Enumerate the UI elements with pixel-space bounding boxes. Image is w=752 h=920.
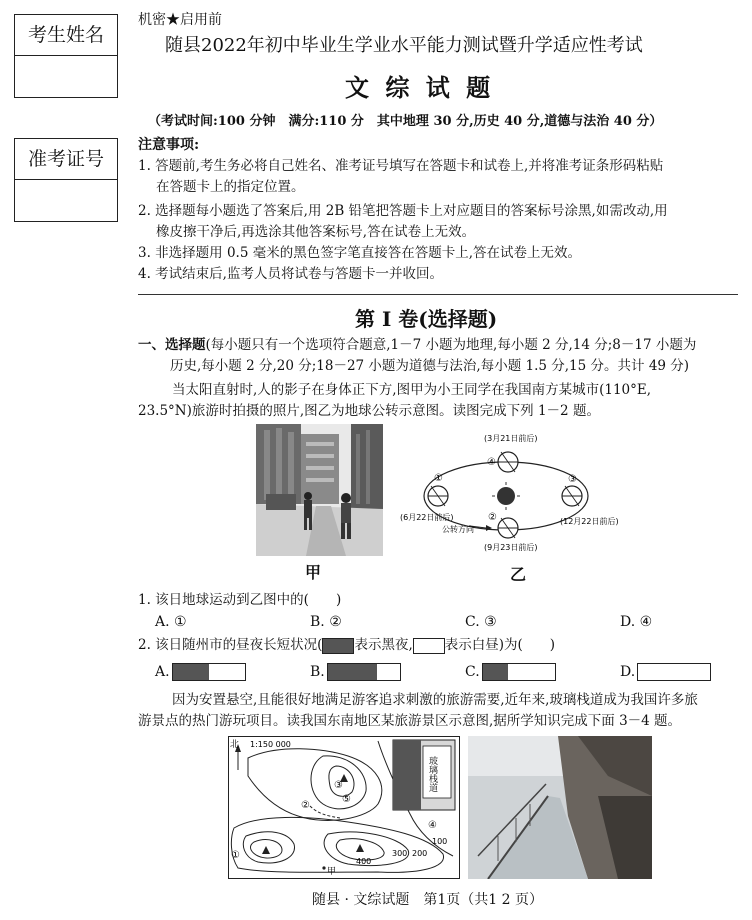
orbit-label-n2: ② [488, 512, 497, 523]
map-n3: ③ [334, 780, 343, 791]
orbit-label-jun: (6月22日前后) [400, 513, 454, 522]
para-line-1: 因为安置悬空,且能很好地满足游客追求刺激的旅游需要,近年来,玻璃栈道成为我国许多旅 [172, 692, 698, 708]
page-footer: 随县 · 文综试题 第1页（共1 2 页） [312, 892, 543, 908]
q2-bar-c [482, 663, 556, 681]
stem-line-1: 当太阳直射时,人的影子在身体正下方,图甲为小王同学在我国南方某城市(110°E, [172, 382, 652, 398]
q2-bar-a [172, 663, 246, 681]
instructions-line-2: 历史,每小题 2 分,20 分;18－27 小题为道德与法治,每小题 1.5 分,15 分。共计 49 分) [170, 358, 690, 374]
para-line-2: 游景点的热门游玩项目。读我国东南地区某旅游景区示意图,据所学知识完成下面 3－4 题。 [138, 713, 682, 729]
q2-bar-d [637, 663, 711, 681]
orbit-label-dec: (12月22日前后) [560, 517, 619, 526]
note-line: 在答题卡上的指定位置。 [156, 179, 305, 195]
q2-stem-c: 表示白昼)为( ) [444, 637, 556, 653]
q1-stem: 1. 该日地球运动到乙图中的( ) [138, 592, 342, 608]
map-n5: ⑤ [342, 794, 351, 805]
q2-stem-b: 表示黑夜, [354, 637, 413, 653]
id-box[interactable] [14, 138, 118, 222]
map-n4: ④ [428, 820, 437, 831]
instructions-text: (每小题只有一个选项符合题意,1－7 小题为地理,每小题 2 分,14 分;8－17 小题为 [205, 337, 697, 353]
q2-bar-b [327, 663, 401, 681]
stem-line-2: 23.5°N)旅游时拍摄的照片,图乙为地球公转示意图。读图完成下列 1－2 题。 [138, 403, 600, 419]
notes-heading: 注意事项: [138, 137, 200, 153]
q1-option-c[interactable]: C. ③ [465, 614, 497, 630]
section-title: 第 I 卷(选择题) [355, 307, 498, 331]
q1-option-d[interactable]: D. ④ [620, 614, 653, 630]
map-c200: 200 [412, 849, 428, 858]
q2-option-d[interactable]: D. [620, 664, 636, 680]
instructions-line-1 [138, 335, 696, 355]
orbit-label-n3: ③ [568, 474, 577, 485]
map-c100: 100 [432, 837, 448, 846]
glass-walkway-image [468, 736, 652, 879]
q2-stem-a: 2. 该日随州市的昼夜长短状况( [138, 637, 323, 653]
figure-jia-label: 甲 [305, 563, 322, 582]
secret-mark: 机密★启用前 [138, 12, 222, 28]
map-n2: ② [301, 800, 310, 811]
q2-stem [138, 635, 555, 655]
orbit-label-n4: ④ [487, 457, 496, 468]
note-line: 橡皮擦干净后,再选涂其他答案标号,答在试卷上无效。 [156, 224, 476, 240]
contour-map [228, 736, 460, 879]
instructions-lead: 一、选择题 [138, 337, 206, 353]
night-swatch [322, 638, 354, 654]
orbit-label-mar: (3月21日前后) [484, 434, 538, 443]
map-scale: 1:150 000 [250, 740, 291, 749]
q2-bar-a-night [173, 664, 209, 680]
q2-bar-c-night [483, 664, 508, 680]
divider [138, 294, 738, 295]
exam-title: 随县2022年初中毕业生学业水平能力测试暨升学适应性考试 [165, 35, 643, 56]
note-line: 2. 选择题每小题选了答案后,用 2B 铅笔把答题卡上对应题目的答案标号涂黑,如需改动,用 [138, 203, 668, 219]
orbit-diagram [400, 424, 630, 564]
map-north: 北 [230, 740, 240, 750]
map-glass-label: 玻璃栈道 [427, 756, 437, 792]
day-swatch [413, 638, 445, 654]
figure-yi-label: 乙 [510, 565, 527, 584]
q1-option-b[interactable]: B. ② [310, 614, 342, 630]
street-photo [256, 424, 383, 556]
q2-option-b[interactable]: B. [310, 664, 325, 680]
map-n1: ① [231, 850, 240, 861]
q2-bar-b-night [328, 664, 377, 680]
orbit-label-n1: ① [434, 473, 443, 484]
q1-option-a[interactable]: A. ① [155, 614, 187, 630]
name-label: 考生姓名 [15, 15, 117, 56]
q2-option-a[interactable]: A. [155, 664, 170, 680]
note-line: 3. 非选择题用 0.5 毫米的黑色签字笔直接答在答题卡上,答在试卷上无效。 [138, 245, 582, 261]
map-jia: 甲 [327, 867, 337, 877]
subject-title: 文 综 试 题 [345, 73, 495, 102]
glass-walkway-photo [468, 736, 652, 879]
orbit-label-sep: (9月23日前后) [484, 543, 538, 552]
map-c300: 300 [392, 849, 408, 858]
name-box[interactable] [14, 14, 118, 98]
note-line: 1. 答题前,考生务必将自己姓名、准考证号填写在答题卡和试卷上,并将准考证条形码粘贴 [138, 158, 664, 174]
orbit-label-dir: 公转方向 [442, 525, 474, 534]
street-photo-image [256, 424, 383, 556]
exam-info: （考试时间:100 分钟 满分:110 分 其中地理 30 分,历史 40 分,道德与法治 40 分） [148, 114, 663, 129]
map-c400: 400 [356, 857, 372, 866]
id-label: 准考证号 [15, 139, 117, 180]
note-line: 4. 考试结束后,监考人员将试卷与答题卡一并收回。 [138, 266, 443, 282]
q2-option-c[interactable]: C. [465, 664, 480, 680]
